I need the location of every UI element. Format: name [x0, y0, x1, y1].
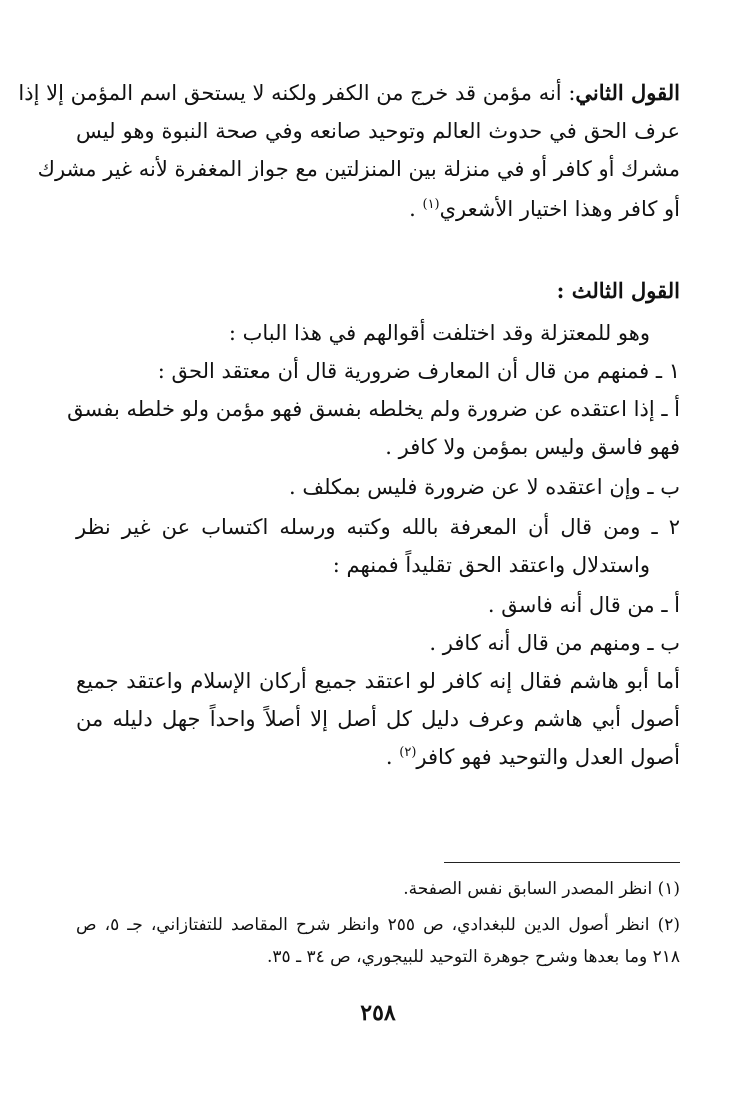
para1-line1 [18, 78, 680, 108]
footnote-2-line1: (٢) انظر أصول الدين للبغدادي، ص ٢٥٥ وانظر شرح المقاصد للتفتازاني، جـ ٥، ص [76, 915, 680, 935]
item1a-line2: فهو فاسق وليس بمؤمن ولا كافر . [385, 435, 680, 459]
item2-line2: واستدلال واعتقد الحق تقليداً فمنهم : [332, 553, 650, 577]
para1-line4-end: . [409, 197, 416, 221]
footnote-ref-1[interactable]: (١) [422, 197, 440, 212]
footnote-divider [444, 862, 680, 863]
footnote-2-line2: ٢١٨ وما بعدها وشرح جوهرة التوحيد للبيجوري، ص ٣٤ ـ ٣٥. [267, 947, 680, 967]
para1-line4 [76, 194, 680, 224]
item1-line: ١ ـ فمنهم من قال أن المعارف ضرورية قال أن معتقد الحق : [157, 359, 680, 383]
abu-hashim-line1: أما أبو هاشم فقال إنه كافر لو اعتقد جميع أركان الإسلام واعتقد جميع [76, 669, 680, 693]
para1-label: القول الثاني [575, 80, 680, 105]
page-number: ٢٥٨ [360, 1000, 396, 1026]
para1-line3: مشرك أو كافر أو في منزلة بين المنزلتين مع جواز المغفرة لأنه غير مشرك [37, 157, 680, 181]
para1-line1-text: : أنه مؤمن قد خرج من الكفر ولكنه لا يستحق اسم المؤمن إلا إذا [18, 81, 576, 105]
item1b-line: ب ـ وإن اعتقده لا عن ضرورة فليس بمكلف . [289, 475, 680, 499]
para1-line4-text: أو كافر وهذا اختيار الأشعري [439, 197, 680, 221]
intro-line: وهو للمعتزلة وقد اختلفت أقوالهم في هذا الباب : [228, 321, 650, 345]
abu-hashim-line3-end: . [385, 745, 393, 769]
footnote-1: (١) انظر المصدر السابق نفس الصفحة. [403, 879, 680, 899]
abu-hashim-line2: أصول أبي هاشم وعرف دليل كل أصل إلا أصلاً واحداً جهل دليله من [76, 707, 680, 731]
para1-line2: عرف الحق في حدوث العالم وتوحيد صانعه وفي صحة النبوة وهو ليس [76, 119, 680, 143]
item2b-line: ب ـ ومنهم من قال أنه كافر . [429, 631, 680, 655]
item1a-line1: أ ـ إذا اعتقده عن ضرورة ولم يخلطه بفسق فهو مؤمن ولو خلطه بفسق [67, 397, 680, 421]
abu-hashim-line3 [76, 742, 680, 772]
section-heading-third: القول الثالث : [556, 278, 680, 303]
footnote-ref-2[interactable]: (٢) [399, 745, 417, 760]
item2a-line: أ ـ من قال أنه فاسق . [487, 593, 680, 617]
item2-line1: ٢ ـ ومن قال أن المعرفة بالله وكتبه ورسله اكتساب عن غير نظر [76, 515, 680, 539]
abu-hashim-line3-text: أصول العدل والتوحيد فهو كافر [416, 745, 680, 769]
